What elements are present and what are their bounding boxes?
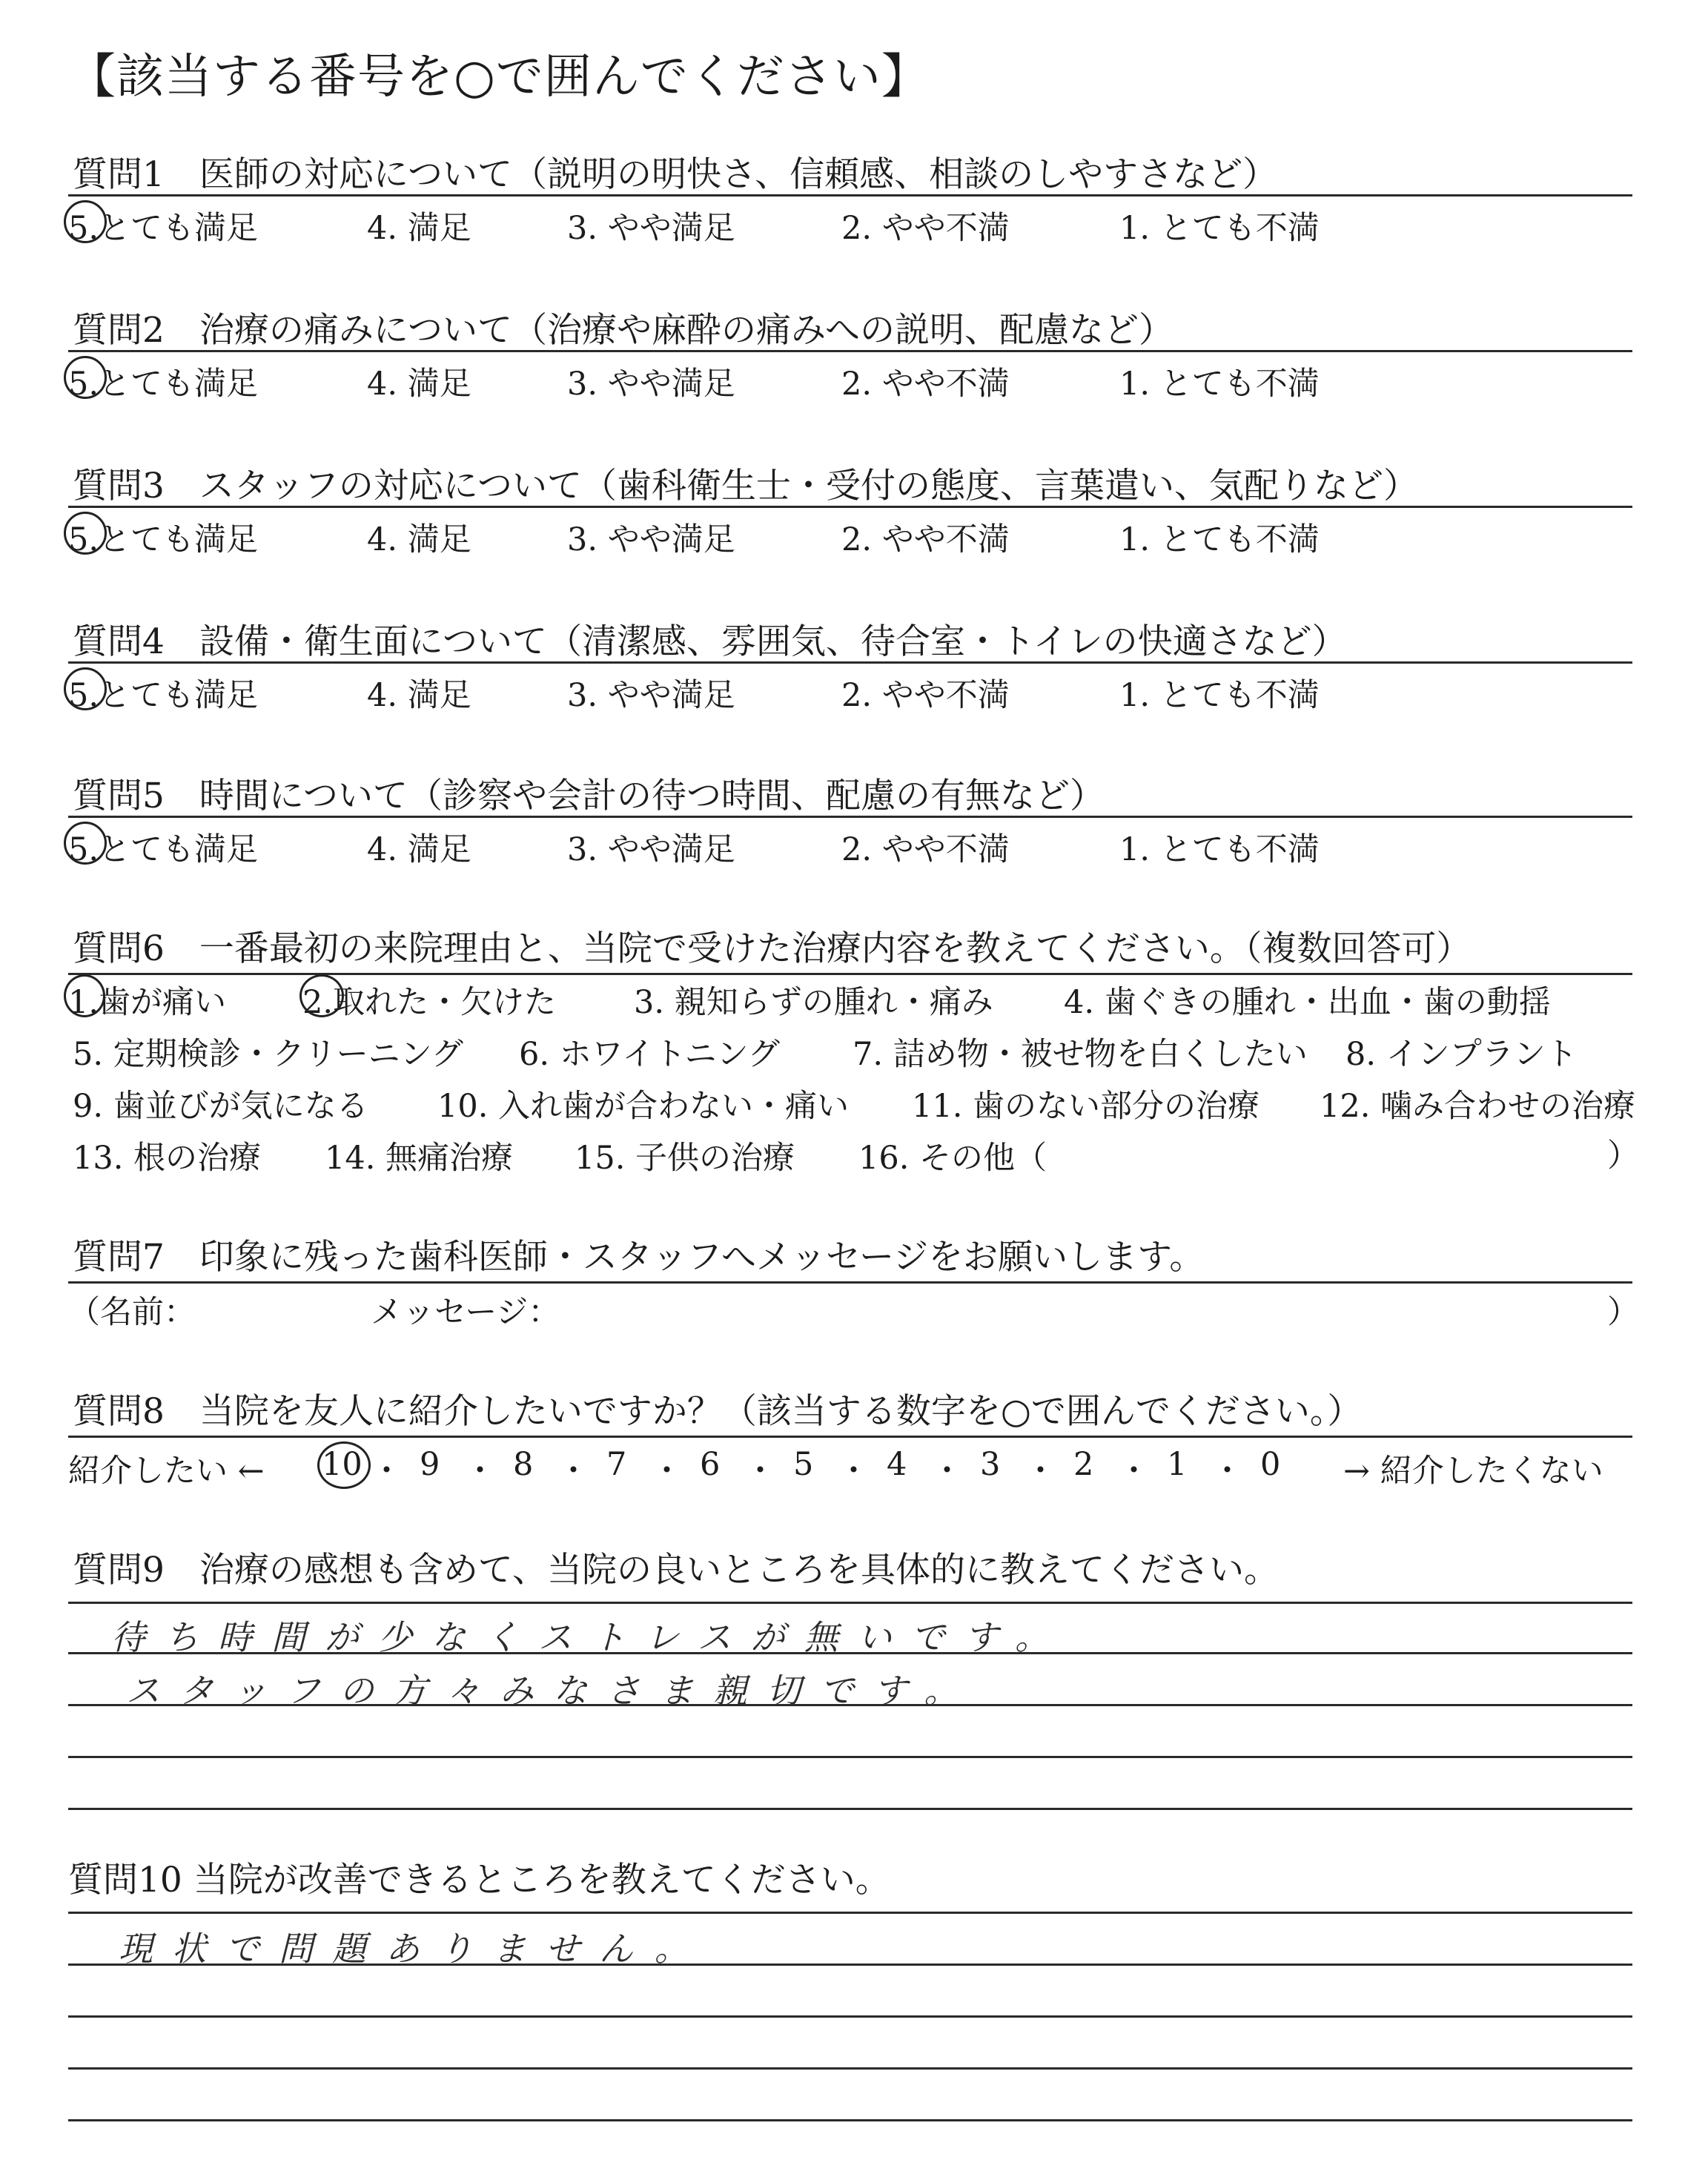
q8-selection-circle (317, 1441, 371, 1489)
q8-title: 質問8 当院を友人に紹介したいですか？（該当する数字を○で囲んでください。） (73, 1391, 1363, 1432)
q3-option-1[interactable]: 1. とても不満 (1119, 521, 1320, 558)
q2-title: 質問2 治療の痛みについて（治療や麻酔の痛みへの説明、配慮など） (73, 310, 1174, 351)
q8-separator: ・ (1211, 1453, 1243, 1490)
q2-option-2[interactable]: 2. やや不満 (841, 366, 1010, 403)
q5-option-1[interactable]: 1. とても不満 (1119, 831, 1320, 868)
q2-selection-circle (64, 356, 107, 399)
q6-option-15[interactable]: 15. 子供の治療 (575, 1140, 795, 1177)
q4-option-2[interactable]: 2. やや不満 (841, 677, 1010, 714)
q5-option-2[interactable]: 2. やや不満 (841, 831, 1010, 868)
q3-option-3[interactable]: 3. やや満足 (567, 521, 735, 558)
q6-option-16[interactable]: 16. その他（ (858, 1140, 1047, 1177)
q5-title: 質問5 時間について（診察や会計の待つ時間、配慮の有無など） (73, 776, 1105, 816)
q4-option-5[interactable]: 5.とても満足 (68, 677, 259, 714)
q6-option-9[interactable]: 9. 歯並びが気になる (73, 1088, 368, 1125)
q8-separator: ・ (838, 1453, 870, 1490)
q1-title: 質問1 医師の対応について（説明の明快さ、信頼感、相談のしやすさなど） (73, 154, 1278, 195)
q1-option-1[interactable]: 1. とても不満 (1119, 210, 1320, 247)
q8-separator: ・ (1025, 1453, 1056, 1490)
page-title: 【該当する番号を○で囲んでください】 (68, 50, 930, 105)
q5-option-3[interactable]: 3. やや満足 (567, 831, 735, 868)
q6-selection-circle-1 (64, 974, 105, 1017)
q10-title: 質問10 当院が改善できるところを教えてください。 (68, 1860, 890, 1900)
q7-title: 質問7 印象に残った歯科医師・スタッフへメッセージをお願いします。 (73, 1237, 1205, 1278)
q3-option-4[interactable]: 4. 満足 (367, 521, 471, 558)
q1-rule (68, 194, 1632, 196)
q7-rule (68, 1281, 1632, 1284)
q4-rule (68, 661, 1632, 664)
q6-option-1[interactable]: 1.歯が痛い (68, 984, 227, 1021)
q6-option-12[interactable]: 12. 噛み合わせの治療 (1320, 1088, 1636, 1125)
q7-message-label: メッセージ： (371, 1294, 560, 1331)
q8-scale-6[interactable]: 6 (700, 1446, 721, 1483)
q5-selection-circle (64, 822, 107, 865)
q6-option-7[interactable]: 7. 詰め物・被せ物を白くしたい (853, 1036, 1308, 1073)
q8-separator: ・ (557, 1453, 589, 1490)
q10-rule-3 (68, 2015, 1632, 2018)
q4-option-3[interactable]: 3. やや満足 (567, 677, 735, 714)
q3-title: 質問3 スタッフの対応について（歯科衛生士・受付の態度、言葉遣い、気配りなど） (73, 466, 1418, 506)
q10-rule-1 (68, 1912, 1632, 1914)
q2-option-3[interactable]: 3. やや満足 (567, 366, 735, 403)
q6-option-5[interactable]: 5. 定期検診・クリーニング (73, 1036, 463, 1073)
q2-option-5[interactable]: 5.とても満足 (68, 366, 259, 403)
q8-separator: ・ (651, 1453, 683, 1490)
q8-separator: ・ (744, 1453, 776, 1490)
q10-answer-line-1: 現状で問題ありません。 (119, 1929, 708, 1969)
q4-option-4[interactable]: 4. 満足 (367, 677, 471, 714)
q5-option-5[interactable]: 5.とても満足 (68, 831, 259, 868)
q3-option-5[interactable]: 5.とても満足 (68, 521, 259, 558)
q8-rule (68, 1436, 1632, 1438)
q8-separator: ・ (1118, 1453, 1150, 1490)
q9-answer-line-1: 待ち時間が少なくストレスが無いです。 (111, 1617, 1068, 1657)
q6-option-4[interactable]: 4. 歯ぐきの腫れ・出血・歯の動揺 (1064, 984, 1551, 1021)
q4-selection-circle (64, 667, 107, 710)
q8-scale-0[interactable]: 0 (1260, 1446, 1281, 1483)
q8-separator: ・ (371, 1453, 403, 1490)
q2-option-1[interactable]: 1. とても不満 (1119, 366, 1320, 403)
q1-option-2[interactable]: 2. やや不満 (841, 210, 1010, 247)
q6-rule (68, 973, 1632, 975)
q1-option-5[interactable]: 5.とても満足 (68, 210, 259, 247)
q3-selection-circle (64, 512, 107, 555)
q3-option-2[interactable]: 2. やや不満 (841, 521, 1010, 558)
q5-option-4[interactable]: 4. 満足 (367, 831, 471, 868)
q8-separator: ・ (464, 1453, 496, 1490)
q6-title: 質問6 一番最初の来院理由と、当院で受けた治療内容を教えてください。（複数回答可） (73, 928, 1472, 969)
q7-close: ） (1607, 1294, 1639, 1331)
q8-scale-2[interactable]: 2 (1073, 1446, 1094, 1483)
q1-option-4[interactable]: 4. 満足 (367, 210, 471, 247)
q5-rule (68, 816, 1632, 818)
q8-scale-3[interactable]: 3 (980, 1446, 1001, 1483)
q8-scale-9[interactable]: 9 (420, 1446, 440, 1483)
q8-left-label: 紹介したい ← (68, 1453, 265, 1490)
q2-option-4[interactable]: 4. 満足 (367, 366, 471, 403)
q6-selection-circle-2 (299, 974, 344, 1017)
q8-scale-7[interactable]: 7 (606, 1446, 627, 1483)
q10-rule-5 (68, 2119, 1632, 2121)
q6-option-11[interactable]: 11. 歯のない部分の治療 (912, 1088, 1260, 1125)
q8-separator: ・ (931, 1453, 963, 1490)
q6-option-8[interactable]: 8. インプラント (1345, 1036, 1578, 1073)
q6-other-close: ） (1607, 1137, 1639, 1175)
q2-rule (68, 350, 1632, 352)
q6-option-3[interactable]: 3. 親知らずの腫れ・痛み (634, 984, 993, 1021)
q3-rule (68, 506, 1632, 508)
q6-option-13[interactable]: 13. 根の治療 (73, 1140, 262, 1177)
q9-rule-1 (68, 1602, 1632, 1604)
q8-scale-8[interactable]: 8 (513, 1446, 534, 1483)
q1-selection-circle (64, 200, 107, 243)
q6-option-14[interactable]: 14. 無痛治療 (325, 1140, 514, 1177)
q10-rule-4 (68, 2067, 1632, 2070)
q7-name-label: （名前： (68, 1294, 196, 1331)
q8-scale-1[interactable]: 1 (1167, 1446, 1188, 1483)
q6-option-2[interactable]: 2.取れた・欠けた (302, 984, 557, 1021)
q8-scale-10[interactable]: 10 (322, 1446, 363, 1483)
q4-title: 質問4 設備・衛生面について（清潔感、雰囲気、待合室・トイレの快適さなど） (73, 621, 1347, 662)
q1-option-3[interactable]: 3. やや満足 (567, 210, 735, 247)
q9-rule-4 (68, 1756, 1632, 1758)
q8-right-label: → 紹介したくない (1343, 1453, 1603, 1490)
q6-option-10[interactable]: 10. 入れ歯が合わない・痛い (437, 1088, 850, 1125)
q9-title: 質問9 治療の感想も含めて、当院の良いところを具体的に教えてください。 (73, 1550, 1279, 1591)
q8-scale-4[interactable]: 4 (887, 1446, 907, 1483)
q6-option-6[interactable]: 6. ホワイトニング (519, 1036, 780, 1073)
q9-answer-line-2: スタッフの方々みなさま親切です。 (126, 1671, 978, 1711)
q9-rule-5 (68, 1808, 1632, 1810)
q8-scale-5[interactable]: 5 (793, 1446, 814, 1483)
q4-option-1[interactable]: 1. とても不満 (1119, 677, 1320, 714)
